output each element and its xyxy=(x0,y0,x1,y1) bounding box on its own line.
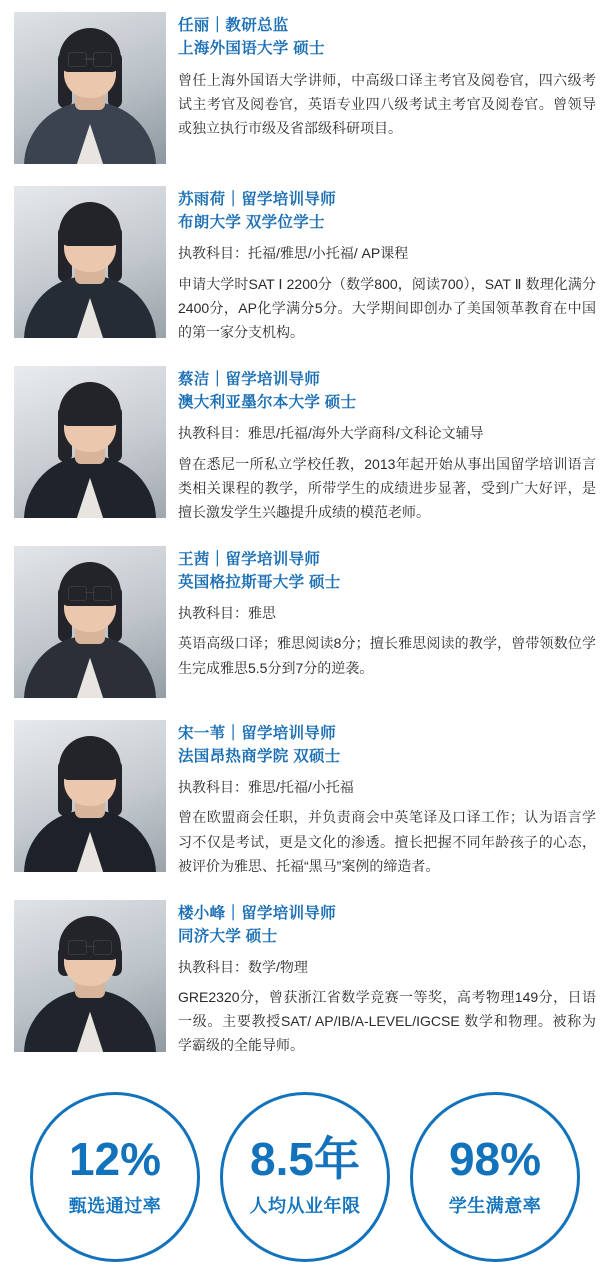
stat-circle-experience xyxy=(220,1092,390,1262)
stat-label: 学生满意率 xyxy=(448,1195,542,1216)
teacher-portrait-image xyxy=(14,546,166,698)
glasses-icon xyxy=(68,940,112,954)
teacher-name: 蔡洁｜留学培训导师 xyxy=(178,370,321,388)
teacher-info xyxy=(178,900,596,1058)
teacher-info xyxy=(178,366,596,524)
teacher-photo-wrap xyxy=(14,12,166,164)
teacher-description: GRE2320分，曾获浙江省数学竞赛一等奖，高考物理149分，日语一级。主要教授SAT/ AP/IB/A-LEVEL/IGCSE 数学和物理。被称为学霸级的全能导师。 xyxy=(178,989,596,1054)
teacher-photo-wrap xyxy=(14,186,166,338)
stat-number: 12% xyxy=(68,1133,162,1186)
teacher-card xyxy=(0,708,610,888)
teacher-info xyxy=(178,720,596,878)
stat-label: 人均从业年限 xyxy=(249,1195,361,1216)
teacher-description: 曾在欧盟商会任职，并负责商会中英笔译及口译工作；认为语言学习不仅是考试，更是文化的渗透。擅长把握不同年龄孩子的心态，被评价为雅思、托福“黑马”案例的缔造者。 xyxy=(178,809,596,874)
teacher-school: 法国昂热商学院 双硕士 xyxy=(178,748,341,766)
stat-label: 甄选通过率 xyxy=(68,1195,162,1216)
teacher-info xyxy=(178,186,596,344)
teacher-name: 宋一苇｜留学培训导师 xyxy=(178,724,337,742)
teacher-portrait-image xyxy=(14,366,166,518)
teacher-info xyxy=(178,12,596,141)
teacher-photo-wrap xyxy=(14,900,166,1052)
teacher-subjects: 执教科目：雅思/托福/海外大学商科/文科论文辅导 xyxy=(178,425,484,442)
teacher-description: 曾任上海外国语大学讲师，中高级口译主考官及阅卷官，四六级考试主考官及阅卷官，英语专业四八级考试主考官及阅卷官。曾领导或独立执行市级及省部级科研项目。 xyxy=(178,72,596,137)
teacher-description: 申请大学时SAT Ⅰ 2200分（数学800，阅读700），SAT Ⅱ 数理化满分2400分，AP化学满分5分。大学期间即创办了美国领革教育在中国的第一家分支机构。 xyxy=(178,275,596,340)
glasses-icon xyxy=(68,586,112,600)
teacher-school: 澳大利亚墨尔本大学 硕士 xyxy=(178,394,357,412)
teacher-info xyxy=(178,546,596,680)
teacher-photo-wrap xyxy=(14,366,166,518)
teacher-portrait-image xyxy=(14,720,166,872)
teacher-subjects: 执教科目：托福/雅思/小托福/ AP课程 xyxy=(178,245,409,262)
stats-band xyxy=(0,1068,610,1288)
teacher-card xyxy=(0,888,610,1068)
teacher-school: 同济大学 硕士 xyxy=(178,927,278,945)
teacher-name: 任丽｜教研总监 xyxy=(178,17,289,34)
teacher-subjects: 执教科目：数学/物理 xyxy=(178,958,308,975)
teacher-card xyxy=(0,354,610,534)
teacher-card xyxy=(0,174,610,354)
teacher-name: 楼小峰｜留学培训导师 xyxy=(178,904,337,922)
stat-circle-pass-rate xyxy=(30,1092,200,1262)
teacher-subjects: 执教科目：雅思/托福/小托福 xyxy=(178,779,354,796)
stat-number: 98% xyxy=(448,1133,542,1186)
teacher-subjects: 执教科目：雅思 xyxy=(178,605,276,622)
teacher-description: 曾在悉尼一所私立学校任教，2013年起开始从事出国留学培训语言类相关课程的教学，所带学生的成绩进步显著，受到广大好评，是擅长激发学生兴趣提升成绩的模范老师。 xyxy=(178,455,596,520)
teacher-photo-wrap xyxy=(14,546,166,698)
teacher-school: 布朗大学 双学位学士 xyxy=(178,214,325,232)
stat-circle-satisfaction xyxy=(410,1092,580,1262)
teacher-school: 上海外国语大学 硕士 xyxy=(178,40,325,58)
glasses-icon xyxy=(68,52,112,66)
teacher-school: 英国格拉斯哥大学 硕士 xyxy=(178,574,341,592)
teacher-portrait-image xyxy=(14,900,166,1052)
teacher-portrait-image xyxy=(14,12,166,164)
teacher-card xyxy=(0,0,610,174)
teacher-name: 王茜｜留学培训导师 xyxy=(178,550,321,568)
stat-number: 8.5年 xyxy=(250,1133,360,1186)
teacher-photo-wrap xyxy=(14,720,166,872)
teacher-portrait-image xyxy=(14,186,166,338)
teacher-description: 英语高级口译；雅思阅读8分；擅长雅思阅读的教学，曾带领数位学生完成雅思5.5分到7分的逆袭。 xyxy=(178,635,596,676)
teacher-card xyxy=(0,534,610,708)
teacher-name: 苏雨荷｜留学培训导师 xyxy=(178,191,337,208)
